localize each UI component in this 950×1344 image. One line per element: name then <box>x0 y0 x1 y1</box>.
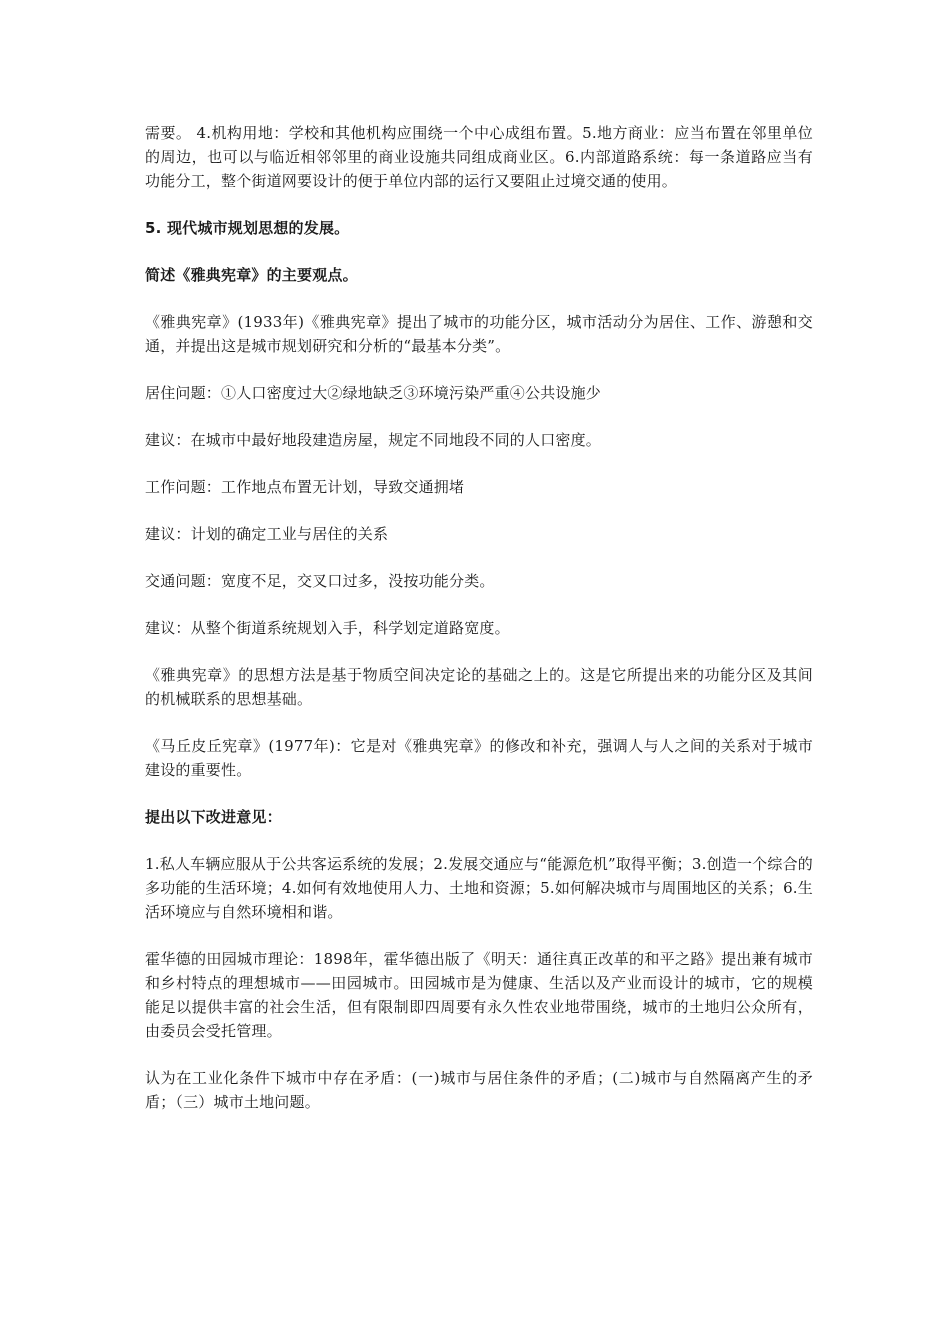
paragraph-machu-picchu-charter: 《马丘皮丘宪章》(1977年)：它是对《雅典宪章》的修改和补充，强调人与人之间的关系对于城市建设的重要性。 <box>145 737 813 779</box>
paragraph-neighborhood-unit-continued: 需要。 4.机构用地：学校和其他机构应围绕一个中心成组布置。5.地方商业：应当布置在邻里单位的周边，也可以与临近相邻邻里的商业设施共同组成商业区。6.内部道路系统：每一条道路应当有功能分工，整个街道网要设计的便于单位内部的运行又要阻止过境交通的使用。 <box>145 124 813 190</box>
document-body <box>145 121 813 1137</box>
paragraph-garden-city-theory: 霍华德的田园城市理论：1898年，霍华德出版了《明天：通往真正改革的和平之路》提出兼有城市和乡村特点的理想城市——田园城市。田园城市是为健康、生活以及产业而设计的城市，它的规模能足以提供丰富的社会生活，但有限制即四周要有永久性农业地带围绕，城市的土地归公众所有，由委员会受托管理。 <box>145 950 813 1040</box>
question-heading-athens-charter: 简述《雅典宪章》的主要观点。 <box>145 266 358 284</box>
paragraph-traffic-suggestion: 建议：从整个街道系统规划入手，科学划定道路宽度。 <box>145 619 510 637</box>
heading-improvement-suggestions: 提出以下改进意见： <box>145 808 282 826</box>
paragraph-housing-problem: 居住问题：①人口密度过大②绿地缺乏③环境污染严重④公共设施少 <box>145 384 602 402</box>
paragraph-industrial-contradictions: 认为在工业化条件下城市中存在矛盾：(一)城市与居住条件的矛盾；(二)城市与自然隔离产生的矛盾；（三）城市土地问题。 <box>145 1069 813 1111</box>
paragraph-athens-charter-intro: 《雅典宪章》(1933年)《雅典宪章》提出了城市的功能分区，城市活动分为居住、工作、游憩和交通，并提出这是城市规划研究和分析的“最基本分类”。 <box>145 313 813 355</box>
paragraph-housing-suggestion: 建议：在城市中最好地段建造房屋，规定不同地段不同的人口密度。 <box>145 431 602 449</box>
section-heading-modern-planning: 5. 现代城市规划思想的发展。 <box>145 219 350 237</box>
paragraph-traffic-problem: 交通问题：宽度不足，交叉口过多，没按功能分类。 <box>145 572 495 590</box>
paragraph-work-problem: 工作问题：工作地点布置无计划，导致交通拥堵 <box>145 478 465 496</box>
paragraph-work-suggestion: 建议：计划的确定工业与居住的关系 <box>145 525 389 543</box>
paragraph-athens-charter-method: 《雅典宪章》的思想方法是基于物质空间决定论的基础之上的。这是它所提出来的功能分区及其间的机械联系的思想基础。 <box>145 666 813 708</box>
paragraph-improvement-list: 1.私人车辆应服从于公共客运系统的发展；2.发展交通应与“能源危机”取得平衡；3.创造一个综合的多功能的生活环境；4.如何有效地使用人力、土地和资源；5.如何解决城市与周围地区的关系；6.生活环境应与自然环境相和谐。 <box>145 855 813 921</box>
